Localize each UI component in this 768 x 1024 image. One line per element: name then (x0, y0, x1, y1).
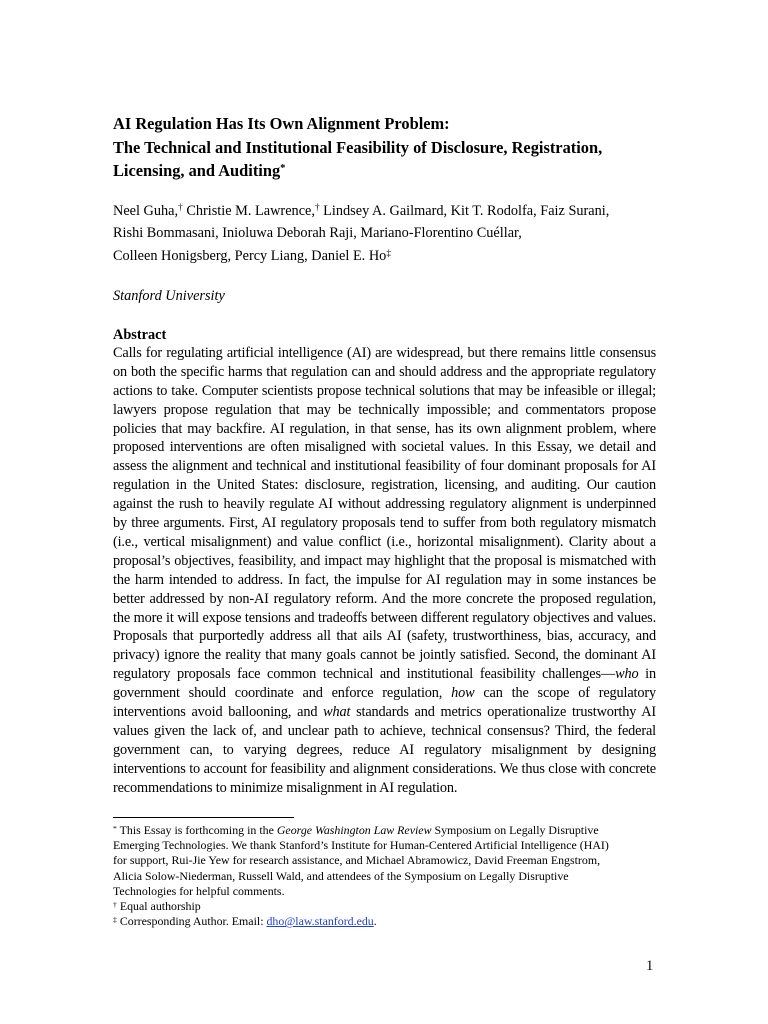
author-names: Colleen Honigsberg, Percy Liang, Daniel E. Ho (113, 248, 387, 265)
journal-name: George Washington Law Review (276, 823, 432, 837)
page-number: 1 (646, 958, 654, 974)
author-mark: † (178, 203, 183, 214)
affiliation: Stanford University (113, 287, 225, 304)
footnote-3-text: Corresponding Author. Email: (116, 914, 267, 929)
footnote-1-line-1 (113, 823, 633, 838)
footnote-1-text: This Essay is forthcoming in the (116, 823, 277, 837)
footnote-1-line-3: for support, Rui-Jie Yew for research assistance, and Michael Abramowicz, David Freeman Engstrom, (113, 853, 601, 868)
author-name: Christie M. Lawrence, (182, 202, 315, 219)
abstract-text-3: can the scope of regulatory interventions avoid ballooning, and (113, 685, 656, 721)
footnote-1-mark: * (113, 823, 117, 833)
abstract-text-2: in government should coordinate and enforce regulation, (113, 666, 656, 702)
abstract-emphasis-how: how (451, 685, 475, 702)
abstract-text-4: standards and metrics operationalize trustworthy AI values given the lack of, and unclear path to achieve, technical consensus? Third, the federal government can, to varying degrees, reduce AI regulatory misalignment by designing interventions to account for feasibility and alignment considerations. We thus close with concrete recommendations to minimize misalignment in AI regulation. (113, 704, 656, 796)
author-line-2: Rishi Bommasani, Inioluwa Deborah Raji, Mariano-Florentino Cuéllar, (113, 225, 522, 242)
author-name: Neel Guha, (113, 202, 179, 219)
title-line-3-text: Licensing, and Auditing (113, 161, 281, 180)
abstract-heading: Abstract (113, 326, 167, 343)
footnote-1-line-2: Emerging Technologies. We thank Stanford’s Institute for Human-Centered Artificial Intelligence (HAI) (113, 838, 609, 853)
footnote-2-mark: † (113, 899, 117, 909)
author-line-3 (113, 245, 656, 268)
footnote-divider (113, 817, 294, 818)
footnote-1-text-cont: Symposium on Legally Disruptive (431, 823, 599, 837)
footnote-3-end: . (373, 914, 377, 929)
title-line-1: AI Regulation Has Its Own Alignment Problem: (113, 114, 450, 133)
corresponding-author-mark: ‡ (386, 248, 391, 259)
author-mark: † (314, 203, 320, 214)
author-line-1 (113, 200, 656, 223)
footnote-1-line-5: Technologies for helpful comments. (113, 883, 285, 898)
abstract-emphasis-who: who (615, 666, 639, 683)
author-list (113, 200, 656, 268)
abstract-text-1: Calls for regulating artificial intelligence (AI) are widespread, but there remains little consensus on both the specific harms that regulation can and should address and the appropriate regulatory actions to take. Computer scientists propose technical solutions that may be infeasible or illegal; lawyers propose regulation that may be technically impossible; and commentators propose policies that may backfire. AI regulation, in that sense, has its own alignment problem, where proposed interventions are often misaligned with societal values. In this Essay, we detail and assess the alignment and technical and institutional feasibility of four dominant proposals for AI regulation in the United States: disclosure, registration, licensing, and auditing. Our caution against the rush to heavily regulate AI without addressing regulatory alignment is underpinned by three arguments. First, AI regulatory proposals tend to suffer from both regulatory mismatch (i.e., vertical misalignment) and value conflict (i.e., horizontal misalignment). Clarity about a proposal’s objectives, feasibility, and impact may highlight that the proposal is mismatched with the harm intended to address. In fact, the impulse for AI regulation may in some instances be better addressed by non-AI regulatory reform. And the more concrete the proposed regulation, the more it will expose tensions and tradeoffs between different regulatory objectives and values. Proposals that purportedly address all that ails AI (safety, trustworthiness, bias, accuracy, and privacy) ignore the reality that many goals cannot be jointly satisfied. Second, the dominant AI regulatory proposals face common technical and institutional feasibility challenges— (113, 344, 656, 683)
footnote-2 (113, 899, 633, 914)
abstract-emphasis-what: what (323, 704, 351, 721)
title-line-2: The Technical and Institutional Feasibility of Disclosure, Registration, (113, 137, 603, 157)
paper-page (113, 112, 656, 798)
footnote-2-text: Equal authorship (116, 899, 201, 914)
footnote-3-mark: ‡ (113, 914, 117, 924)
abstract-body (113, 344, 656, 798)
title-footnote-mark: * (280, 163, 286, 175)
title-line-3 (113, 159, 656, 183)
footnote-3 (113, 914, 633, 929)
footnote-1-line-4: Alicia Solow-Niederman, Russell Wald, and attendees of the Symposium on Legally Disruptive (113, 868, 569, 883)
author-name: Lindsey A. Gailmard, Kit T. Rodolfa, Faiz Surani, (319, 202, 610, 219)
footnotes (113, 823, 633, 929)
paper-title (113, 112, 656, 183)
email-link[interactable]: dho@law.stanford.edu (266, 914, 374, 929)
